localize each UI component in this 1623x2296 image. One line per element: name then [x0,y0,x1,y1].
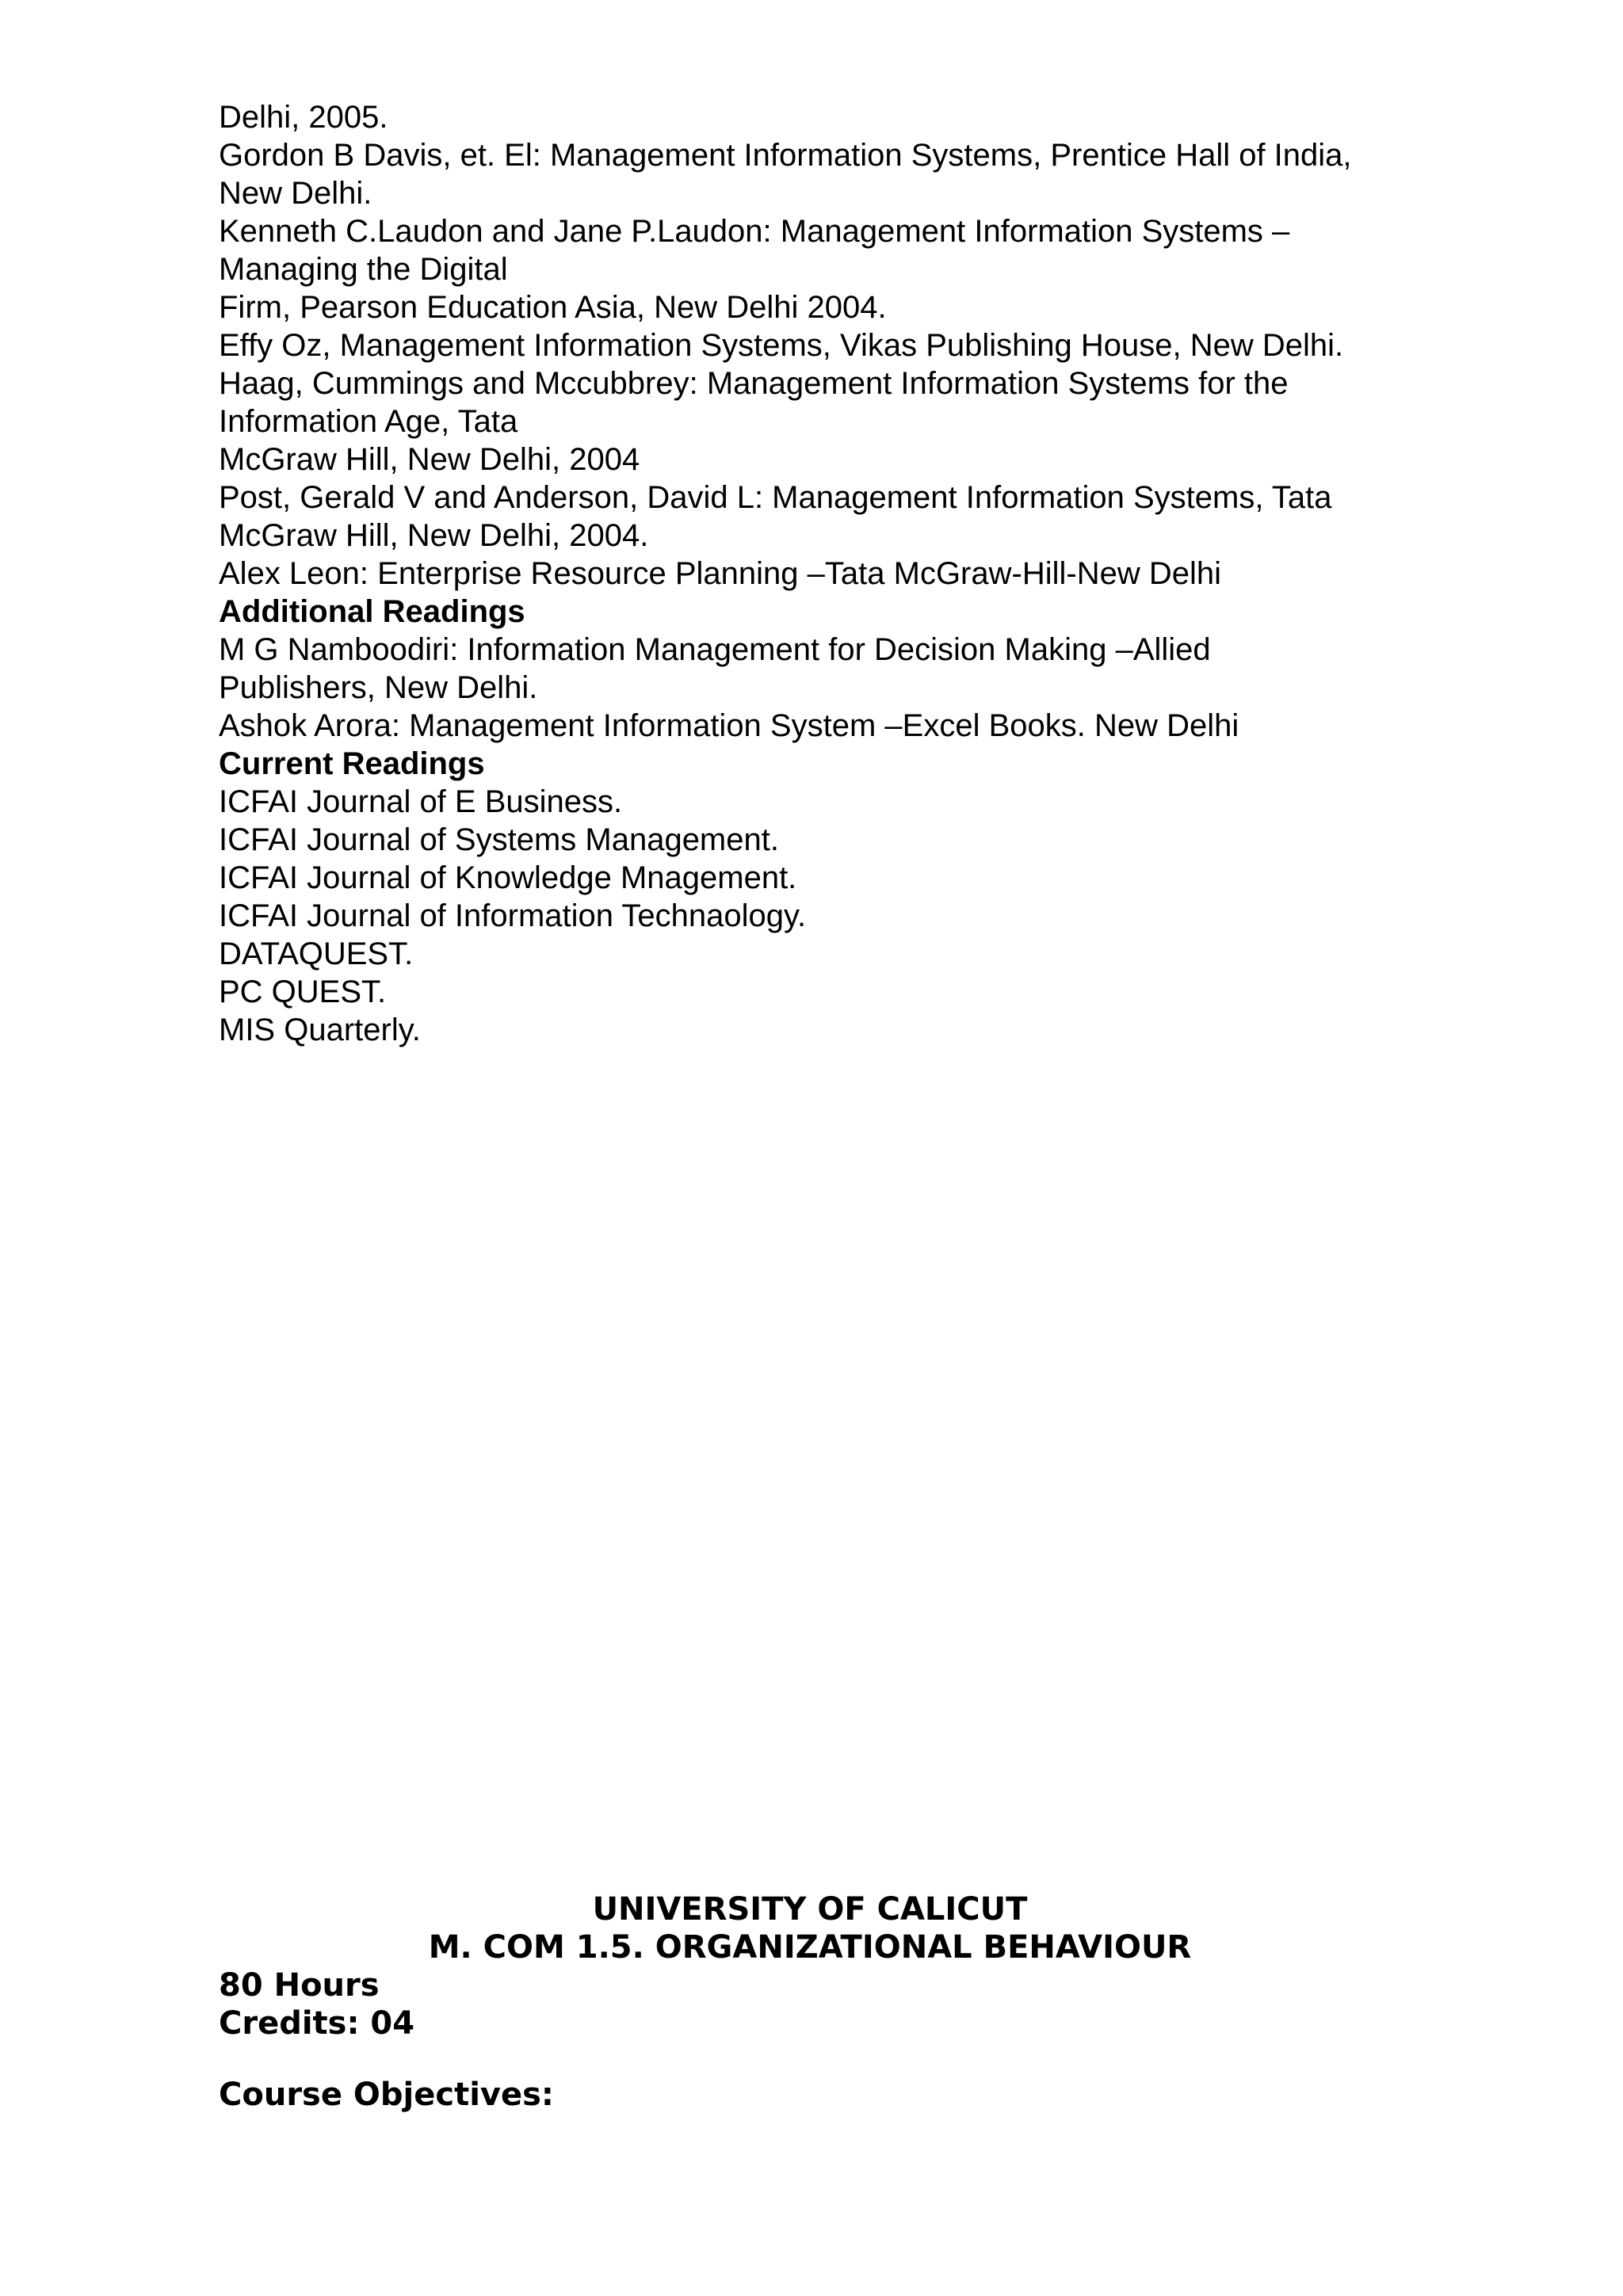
current-reading-line: ICFAI Journal of Information Technaology. [219,898,807,933]
course-hours: 80 Hours [219,1967,380,2004]
university-title: UNIVERSITY OF CALICUT [592,1891,1028,1928]
current-readings-heading: Current Readings [219,746,485,781]
course-credits: Credits: 04 [219,2005,415,2042]
spacer [219,2042,1401,2076]
references-section [219,98,1455,1049]
reference-line: Delhi, 2005. [219,100,388,135]
course-header-section [219,1890,1401,2114]
reference-line: Effy Oz, Management Information Systems, Vikas Publishing House, New Delhi. [219,328,1344,363]
reference-line: Managing the Digital [219,252,508,287]
reference-line: McGraw Hill, New Delhi, 2004. [219,518,649,553]
additional-readings-heading: Additional Readings [219,594,525,629]
additional-reading-line: Ashok Arora: Management Information System –Excel Books. New Delhi [219,708,1239,743]
reference-line: Haag, Cummings and Mccubbrey: Management Information Systems for the [219,366,1289,401]
current-reading-line: PC QUEST. [219,974,387,1009]
reference-line: Information Age, Tata [219,404,518,439]
reference-line: McGraw Hill, New Delhi, 2004 [219,442,640,477]
additional-reading-line: M G Namboodiri: Information Management for Decision Making –Allied [219,632,1211,667]
reference-line: Kenneth C.Laudon and Jane P.Laudon: Management Information Systems – [219,214,1290,249]
current-reading-line: ICFAI Journal of Knowledge Mnagement. [219,860,797,895]
reference-line: Alex Leon: Enterprise Resource Planning –Tata McGraw-Hill-New Delhi [219,556,1221,591]
course-title: M. COM 1.5. ORGANIZATIONAL BEHAVIOUR [428,1929,1192,1966]
reference-line: Gordon B Davis, et. El: Management Information Systems, Prentice Hall of India, [219,138,1352,173]
course-objectives-heading: Course Objectives: [219,2077,554,2113]
reference-line: Firm, Pearson Education Asia, New Delhi 2004. [219,290,887,325]
reference-line: New Delhi. [219,176,372,211]
current-reading-line: MIS Quarterly. [219,1013,421,1047]
current-reading-line: ICFAI Journal of Systems Management. [219,822,779,857]
reference-line: Post, Gerald V and Anderson, David L: Management Information Systems, Tata [219,480,1332,515]
current-reading-line: ICFAI Journal of E Business. [219,784,623,819]
additional-reading-line: Publishers, New Delhi. [219,670,538,705]
current-reading-line: DATAQUEST. [219,936,414,971]
